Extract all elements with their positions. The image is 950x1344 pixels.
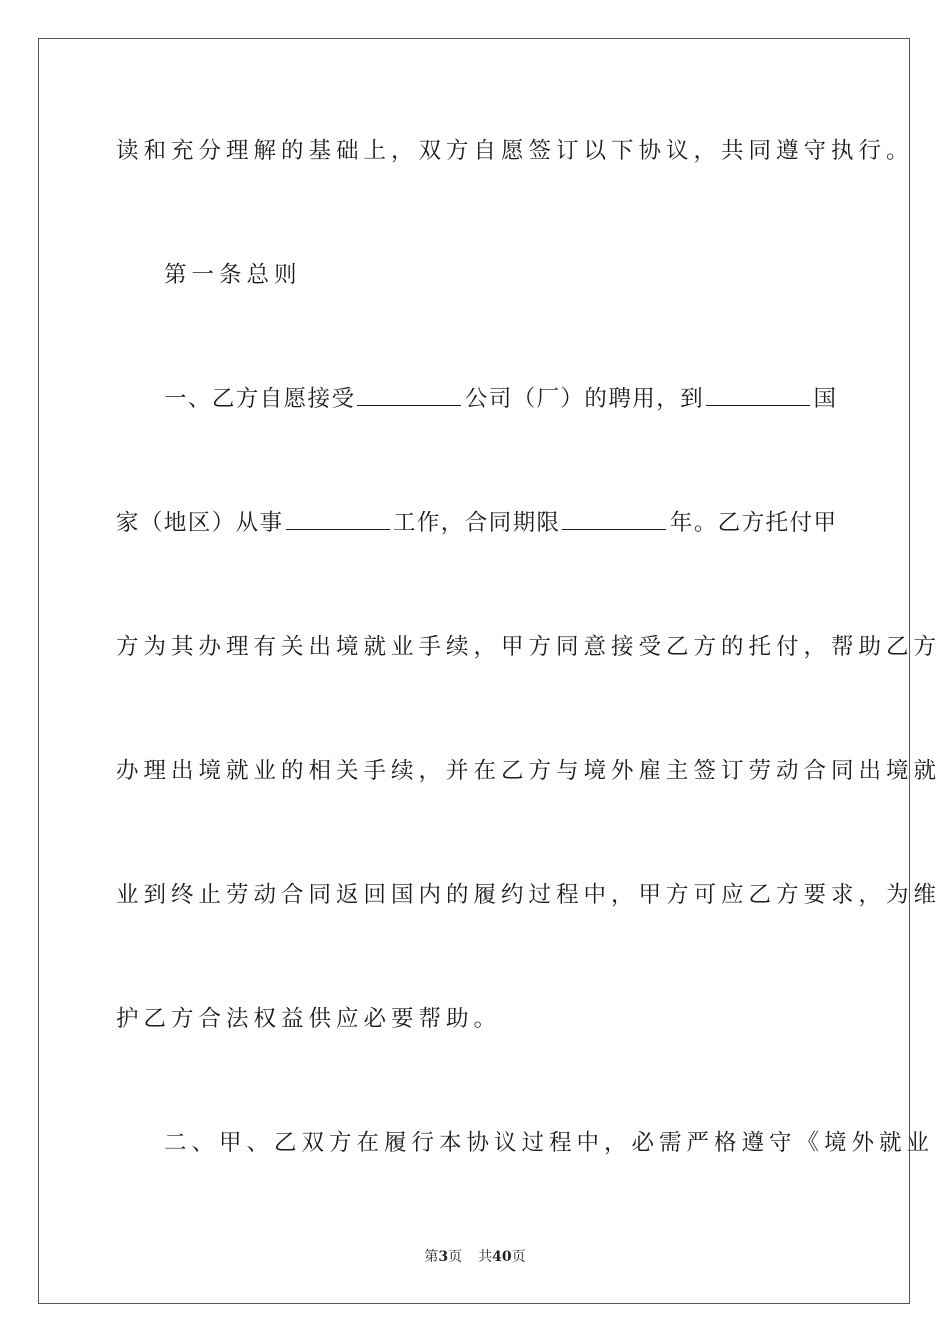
line-text-segment: 国	[812, 386, 836, 412]
page-prefix: 第	[424, 1249, 439, 1265]
paragraph-line-5: 方为其办理有关出境就业手续，甲方同意接受乙方的托付，帮助乙方	[116, 634, 942, 660]
line-text-segment: 工作，合同期限	[391, 510, 561, 536]
page-suffix: 页	[448, 1249, 463, 1265]
line-text-segment: 一、乙方自愿接受	[164, 386, 356, 412]
current-page-number: 3	[438, 1249, 449, 1265]
total-suffix: 页	[511, 1249, 526, 1265]
line-text-segment: 公司（厂）的聘用，到	[463, 386, 705, 412]
line-text-segment: 年。乙方托付甲	[668, 510, 836, 536]
paragraph-line-8: 护乙方合法权益供应必要帮助。	[116, 1006, 502, 1032]
total-prefix: 共	[478, 1249, 493, 1265]
fill-in-blank[interactable]	[286, 509, 390, 530]
paragraph-line-7: 业到终止劳动合同返回国内的履约过程中，甲方可应乙方要求，为维	[116, 882, 942, 908]
page-footer	[0, 1247, 950, 1267]
paragraph-line-4	[116, 508, 836, 538]
page-border	[38, 38, 942, 1304]
paragraph-line-6: 办理出境就业的相关手续，并在乙方与境外雇主签订劳动合同出境就	[116, 758, 942, 784]
total-page-count: 40	[492, 1249, 512, 1265]
paragraph-line-1: 读和充分理解的基础上，双方自愿签订以下协议，共同遵守执行。	[116, 138, 914, 164]
line-text-segment: 家（地区）从事	[116, 510, 284, 536]
paragraph-line-3	[164, 384, 836, 414]
fill-in-blank[interactable]	[562, 509, 666, 530]
section-heading: 第一条总则	[164, 262, 302, 288]
fill-in-blank[interactable]	[706, 385, 810, 406]
paragraph-line-9: 二、甲、乙双方在履行本协议过程中，必需严格遵守《境外就业	[164, 1130, 935, 1156]
fill-in-blank[interactable]	[357, 385, 461, 406]
